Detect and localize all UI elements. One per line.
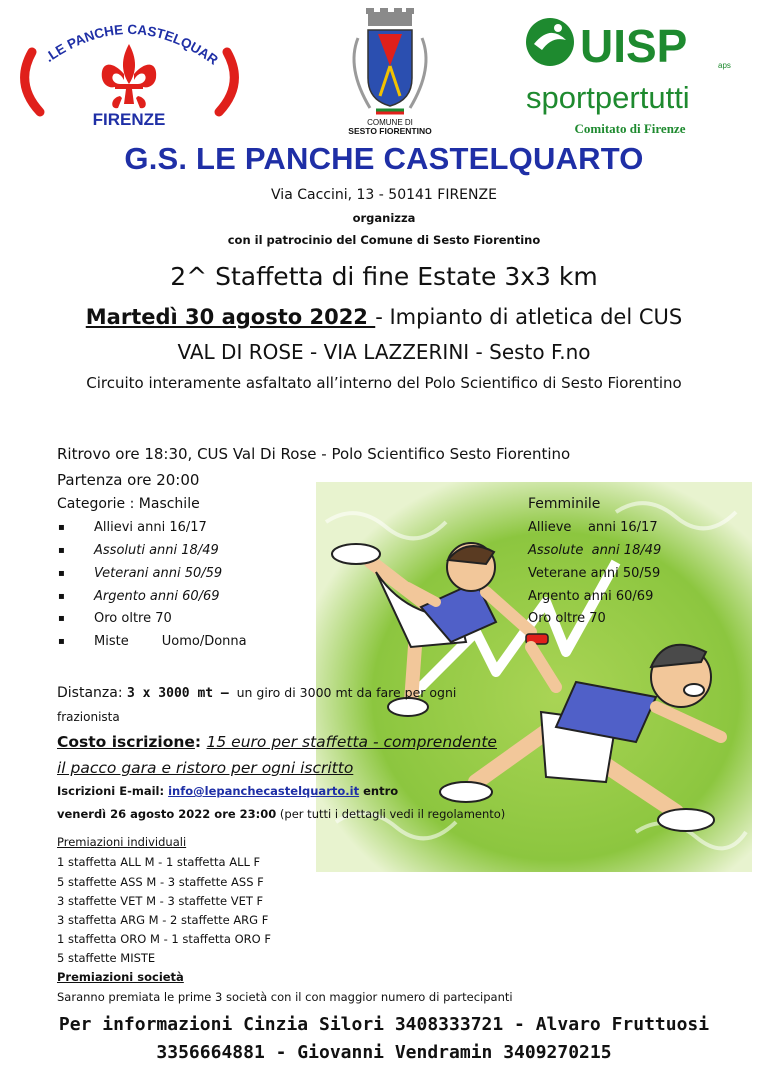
premiazioni-societa-title: Premiazioni società (57, 970, 184, 984)
bullet-icon: ▪ (58, 613, 65, 624)
svg-text:G.S.LE PANCHE CASTELQUARTO (12, 12, 221, 68)
premiazione-item: 5 staffette ASS M - 3 staffette ASS F (57, 875, 264, 889)
event-date: Martedì 30 agosto 2022 (85, 305, 376, 329)
event-venue: - Impianto di atletica del CUS (375, 305, 683, 329)
uisp-sub: Comitato di Firenze (574, 121, 686, 136)
crest-text-2: SESTO FIORENTINO (348, 126, 432, 136)
organizza-text: organizza (352, 211, 416, 225)
crown-icon (366, 8, 414, 26)
logo-arc-text: .LE PANCHE CASTELQUAR (42, 21, 221, 68)
premiazione-item: 3 staffetta ARG M - 2 staffette ARG F (57, 913, 269, 927)
premiazioni-individuali-title: Premiazioni individuali (57, 835, 187, 849)
costo-line (57, 733, 497, 751)
categorie-label: Categorie : Maschile (57, 496, 200, 512)
event-date-line (0, 305, 768, 329)
costo-colon: : (194, 733, 207, 751)
category-m-3: Veterani anni 50/59 (94, 566, 223, 581)
page-title: G.S. LE PANCHE CASTELQUARTO (124, 141, 644, 176)
event-circuit: Circuito interamente asfaltato all’interno del Polo Scientifico di Sesto Fiorentino (86, 374, 682, 392)
deadline-note: (per tutti i dettagli vedi il regolamento) (276, 807, 506, 821)
deadline: venerdì 26 agosto 2022 ore 23:00 (57, 807, 277, 821)
premiazione-item: 1 staffetta ALL M - 1 staffetta ALL F (57, 855, 261, 869)
patrocinio-text: con il patrocinio del Comune di Sesto Fiorentino (227, 233, 541, 247)
iscrizioni-label: Iscrizioni E-mail: (57, 784, 169, 798)
bullet-icon: ▪ (58, 522, 65, 533)
premiazione-item: 5 staffette MISTE (57, 951, 156, 965)
iscrizioni-entro: entro (359, 784, 399, 798)
logo-firenze-text: FIRENZE (92, 110, 166, 129)
category-m-4: Argento anni 60/69 (94, 589, 220, 604)
uisp-logo (520, 14, 740, 139)
fleur-de-lis-icon (102, 44, 156, 108)
bullet-icon: ▪ (58, 591, 65, 602)
costo-label: Costo iscrizione (57, 733, 195, 751)
deadline-line (57, 807, 505, 821)
gs-le-panche-logo (12, 12, 247, 132)
distanza-desc-2: frazionista (57, 710, 120, 724)
category-m-1: Allievi anni 16/17 (94, 520, 207, 535)
contact-line-1: Per informazioni Cinzia Silori 3408333721 - Alvaro Fruttuosi (58, 1014, 710, 1035)
premiazione-item: 1 staffetta ORO M - 1 staffetta ORO F (57, 932, 271, 946)
bullet-icon: ▪ (58, 545, 65, 556)
premiazioni-societa-text: Saranno premiata le prime 3 società con il con maggior numero di partecipanti (57, 990, 513, 1004)
distanza-line (57, 685, 456, 701)
distanza-desc: un giro di 3000 mt da fare per ogni (236, 685, 457, 700)
uisp-aps: aps (718, 61, 731, 70)
partenza-text: Partenza ore 20:00 (57, 471, 200, 489)
femminile-label: Femminile (528, 496, 601, 512)
costo-value-2: il pacco gara e ristoro per ogni iscritto (57, 759, 354, 777)
event-place: VAL DI ROSE - VIA LAZZERINI - Sesto F.no (177, 340, 591, 364)
ritrovo-text: Ritrovo ore 18:30, CUS Val Di Rose - Polo Scientifico Sesto Fiorentino (57, 445, 571, 463)
category-m-5: Oro oltre 70 (94, 611, 172, 626)
distanza-label: Distanza: (57, 685, 127, 701)
email-link[interactable]: info@lepanchecastelquarto.it (168, 784, 360, 798)
bullet-icon: ▪ (58, 636, 65, 647)
category-f-1: Allieve anni 16/17 (528, 520, 658, 535)
distanza-value: 3 x 3000 mt – (127, 686, 237, 701)
uisp-slogan: sportpertutti (526, 80, 690, 115)
event-name: 2^ Staffetta di fine Estate 3x3 km (170, 262, 598, 291)
comune-sesto-crest (340, 8, 440, 136)
bullet-icon: ▪ (58, 568, 65, 579)
category-f-5: Oro oltre 70 (528, 611, 606, 626)
category-m-2: Assoluti anni 18/49 (94, 543, 219, 558)
premiazione-item: 3 staffette VET M - 3 staffette VET F (57, 894, 264, 908)
uisp-brand: UISP (580, 20, 688, 72)
category-f-3: Veterane anni 50/59 (528, 566, 661, 581)
costo-value: 15 euro per staffetta - comprendente (206, 733, 497, 751)
crest-text-1: COMUNE DI (367, 118, 413, 127)
category-f-2: Assolute anni 18/49 (528, 543, 662, 558)
iscrizioni-line (57, 784, 398, 798)
contact-line-2: 3356664881 - Giovanni Vendramin 3409270215 (156, 1042, 612, 1063)
category-m-6: Miste Uomo/Donna (94, 634, 247, 649)
address: Via Caccini, 13 - 50141 FIRENZE (271, 187, 497, 203)
category-f-4: Argento anni 60/69 (528, 589, 654, 604)
